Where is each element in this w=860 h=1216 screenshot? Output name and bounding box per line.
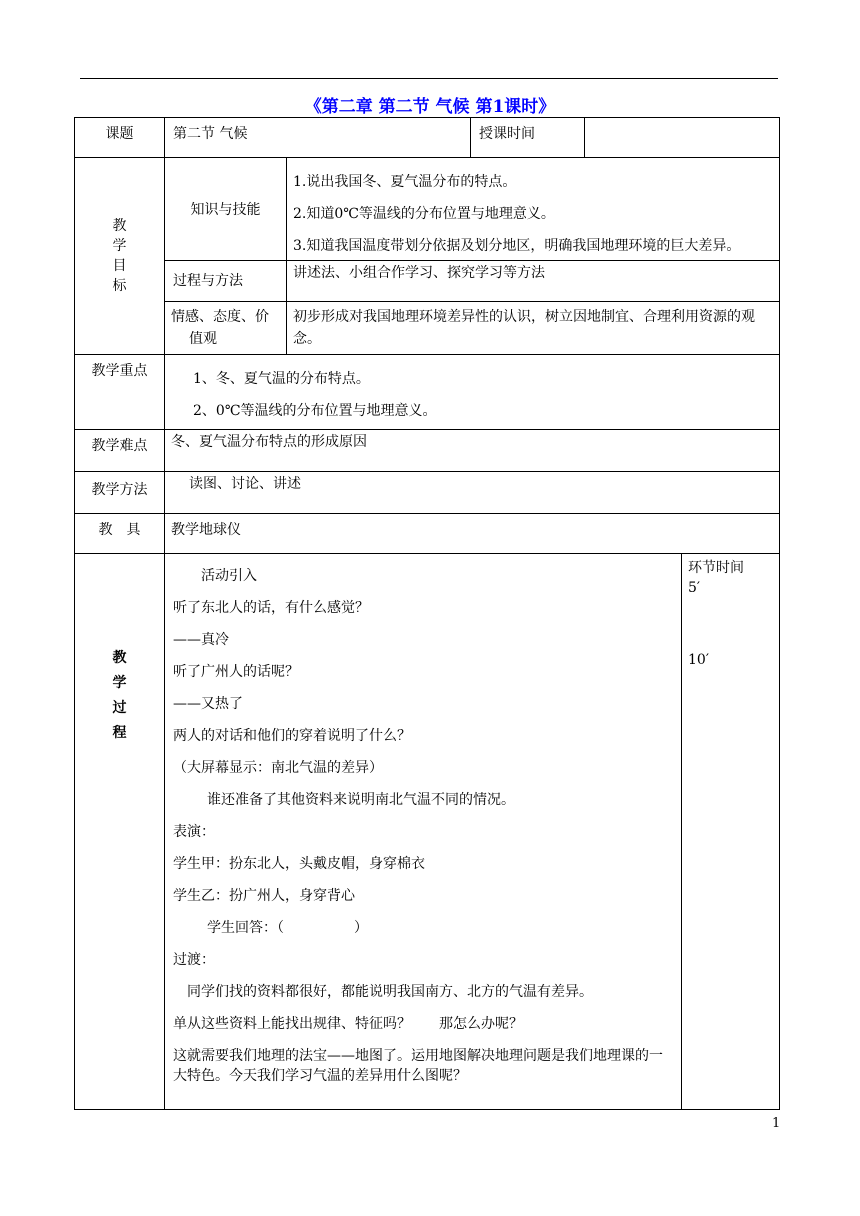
objectives-label (75, 158, 165, 355)
process-char: 教 (112, 650, 127, 666)
tools-row (75, 514, 780, 554)
time-value (585, 118, 780, 158)
process-label: 过程与方法 (165, 261, 287, 302)
time-value-1: 5′ (688, 580, 701, 596)
method-value: 读图、讨论、讲述 (165, 472, 780, 514)
process-char: 学 (112, 675, 127, 691)
time-header: 环节时间 (688, 560, 745, 576)
tools-value: 教学地球仪 (165, 514, 780, 554)
time-value-2: 10′ (688, 652, 710, 668)
method-row (75, 472, 780, 514)
process-line: 听了广州人的话呢？ (173, 664, 299, 680)
difficulty-value: 冬、夏气温分布特点的形成原因 (165, 430, 780, 472)
process-section-content (165, 554, 682, 1110)
process-line: ——真冷 (173, 632, 229, 648)
knowledge-item: 2.知道0℃等温线的分布位置与地理意义。 (293, 206, 555, 222)
process-line: （大屏幕显示：南北气温的差异） (173, 760, 383, 776)
key-points-items (165, 355, 780, 430)
objectives-char: 学 (112, 238, 127, 254)
objectives-process-row (75, 261, 780, 302)
emotion-value: 初步形成对我国地理环境差异性的认识，树立因地制宜、合理利用资源的观念。 (287, 302, 780, 355)
key-point-item: 2、0℃等温线的分布位置与地理意义。 (193, 403, 437, 419)
topic-row (75, 118, 780, 158)
process-value: 讲述法、小组合作学习、探究学习等方法 (287, 261, 780, 302)
time-label: 授课时间 (471, 118, 585, 158)
process-section-row (75, 554, 780, 1110)
process-line: 两人的对话和他们的穿着说明了什么？ (173, 728, 411, 744)
knowledge-item: 1.说出我国冬、夏气温分布的特点。 (293, 174, 517, 190)
objectives-char: 教 (112, 218, 127, 234)
page-number: 1 (772, 1116, 781, 1131)
objectives-char: 标 (112, 278, 127, 294)
process-line: 学生甲：扮东北人，头戴皮帽，身穿棉衣 (173, 856, 425, 872)
objectives-char: 目 (112, 258, 127, 274)
lesson-plan-table (74, 117, 780, 1110)
process-line: 这就需要我们地理的法宝——地图了。运用地图解决地理问题是我们地理课的一大特色。今天我们学习气温的差异用什么图呢？ (173, 1048, 663, 1084)
method-label: 教学方法 (75, 472, 165, 514)
process-line: 学生回答：（ ） (207, 920, 368, 936)
key-point-item: 1、冬、夏气温的分布特点。 (193, 371, 370, 387)
process-line: ——又热了 (173, 696, 243, 712)
tools-label: 教 具 (75, 514, 165, 554)
topic-label: 课题 (75, 118, 165, 158)
process-char: 程 (112, 725, 127, 741)
knowledge-items (287, 158, 780, 261)
process-line: 同学们找的资料都很好，都能说明我国南方、北方的气温有差异。 (187, 984, 593, 1000)
header-rule (80, 78, 778, 79)
process-time-column (682, 554, 780, 1110)
difficulty-label: 教学难点 (75, 430, 165, 472)
topic-value: 第二节 气候 (165, 118, 471, 158)
emotion-label-line: 值观 (189, 331, 217, 347)
key-points-row (75, 355, 780, 430)
process-line: 学生乙：扮广州人，身穿背心 (173, 888, 355, 904)
process-section-label (75, 554, 165, 1110)
page-title: 《第二章 第二节 气候 第1课时》 (304, 97, 556, 117)
process-line: 表演： (173, 824, 215, 840)
knowledge-label: 知识与技能 (165, 158, 287, 261)
objectives-emotion-row (75, 302, 780, 355)
process-line: 单从这些资料上能找出规律、特征吗？ 那怎么办呢？ (173, 1016, 523, 1032)
knowledge-item: 3.知道我国温度带划分依据及划分地区，明确我国地理环境的巨大差异。 (293, 238, 741, 254)
difficulty-row (75, 430, 780, 472)
process-line: 活动引入 (201, 568, 257, 584)
process-line: 听了东北人的话，有什么感觉？ (173, 600, 369, 616)
emotion-label (165, 302, 287, 355)
process-char: 过 (112, 700, 127, 716)
key-points-label: 教学重点 (75, 355, 165, 430)
objectives-knowledge-row (75, 158, 780, 261)
process-line: 过渡： (173, 952, 215, 968)
process-line: 谁还准备了其他资料来说明南北气温不同的情况。 (207, 792, 515, 808)
emotion-label-line: 情感、态度、价 (171, 309, 269, 325)
